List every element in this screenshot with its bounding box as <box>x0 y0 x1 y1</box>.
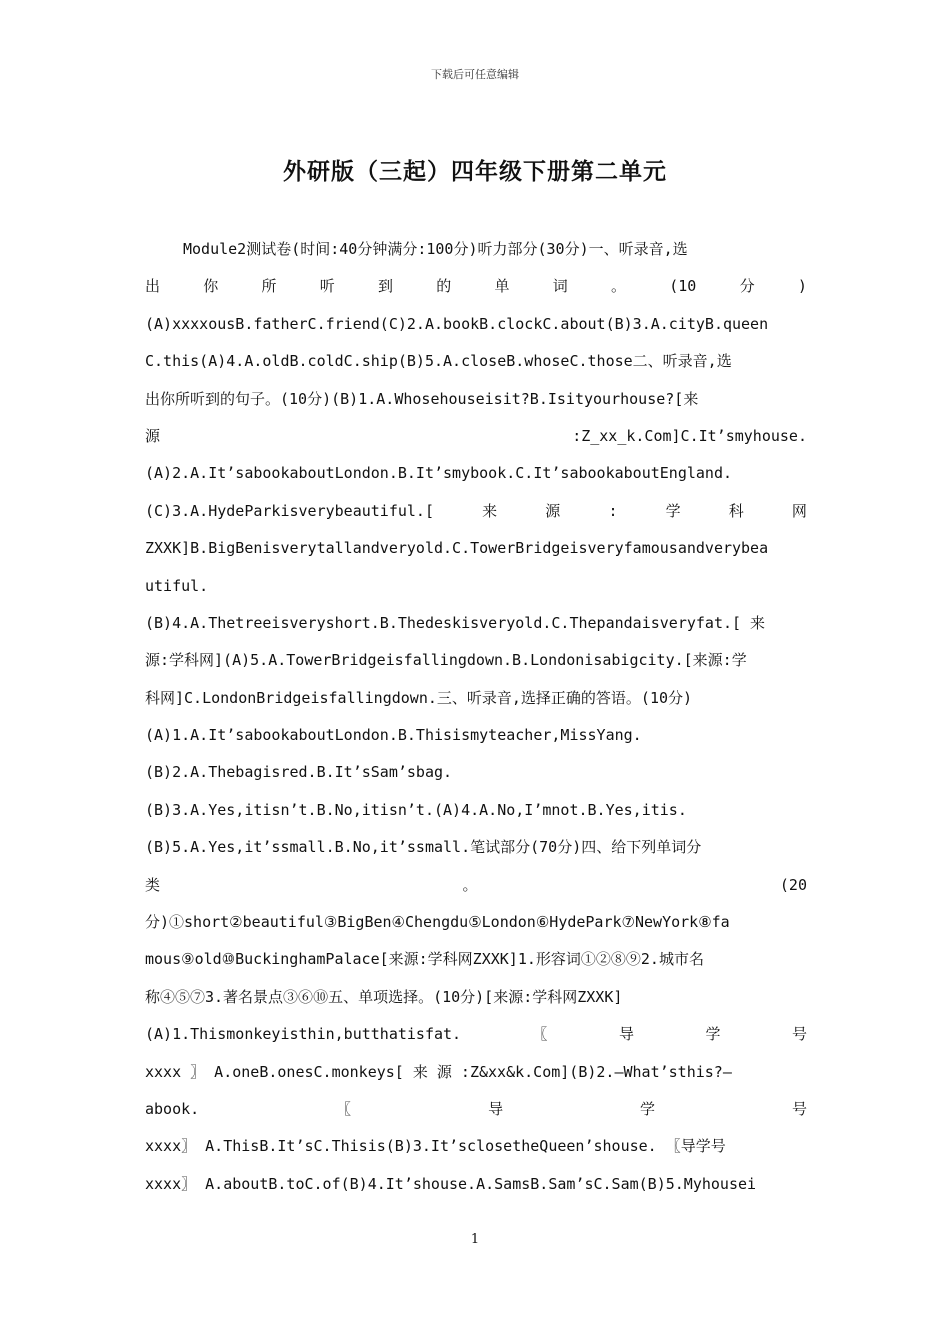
body-line: (B)5.A.Yes,it’ssmall.B.No,it’ssmall.笔试部分(70分)四、给下列单词分 <box>145 838 702 857</box>
body-line-segment: 的 <box>436 277 452 296</box>
body-line-segment: 科 <box>728 501 744 520</box>
body-line-segment: 听 <box>319 277 335 296</box>
body-line: (B)3.A.Yes,itisn’t.B.No,itisn’t.(A)4.A.No,I’mnot.B.Yes,itis. <box>145 800 687 819</box>
body-line-segment: 号 <box>791 1025 807 1044</box>
body-line: Module2测试卷(时间:40分钟满分:100分)听力部分(30分)一、听录音,选 <box>183 240 688 258</box>
body-line-segment: 到 <box>378 277 394 296</box>
body-line <box>145 871 807 908</box>
body-line-segment: 你 <box>203 277 219 296</box>
body-line-segment: 〖 <box>336 1099 352 1118</box>
body-line-segment: 学 <box>665 501 681 520</box>
body-line-segment: (C)3.A.HydeParkisverybeautiful.[ <box>145 501 434 520</box>
page-number: 1 <box>470 1232 480 1247</box>
body-line-segment: ) <box>797 277 807 296</box>
body-line: 出你所听到的句子。(10分)(B)1.A.Whosehouseisit?B.Isityourhouse?[来 <box>145 389 699 408</box>
body-line-segment: abook. <box>145 1099 200 1118</box>
body-line: 称④⑤⑦3.著名景点③⑥⑩五、单项选择。(10分)[来源:学科网ZXXK] <box>145 987 623 1006</box>
body-line-segment: 所 <box>261 277 277 296</box>
body-line: utiful. <box>145 576 209 595</box>
body-line-segment: 分 <box>739 277 755 296</box>
body-line-segment: 导 <box>488 1099 504 1118</box>
body-line-segment: 网 <box>791 501 807 520</box>
body-line: (A)1.A.It’sabookaboutLondon.B.Thisismyteacher,MissYang. <box>145 726 642 745</box>
body-line-segment: 〖 <box>532 1025 548 1044</box>
body-line <box>145 272 807 309</box>
body-line: xxxx〗 A.aboutB.toC.of(B)4.It’shouse.A.SamsB.Sam’sC.Sam(B)5.Myhousei <box>145 1174 757 1193</box>
body-line-segment: 类 <box>145 875 161 894</box>
body-line-segment: 词 <box>552 277 568 296</box>
body-line <box>145 422 807 459</box>
body-line <box>145 1020 807 1057</box>
body-line: (A)xxxxousB.fatherC.friend(C)2.A.bookB.clockC.about(B)3.A.cityB.queen <box>145 314 769 333</box>
body-line: 科网]C.LondonBridgeisfallingdown.三、听录音,选择正确的答语。(10分) <box>145 688 693 707</box>
body-line-segment: (20 <box>779 875 807 894</box>
body-line: (B)2.A.Thebagisred.B.It’sSam’sbag. <box>145 763 453 782</box>
page-header-note: 下载后可任意编辑 <box>431 68 519 81</box>
body-line <box>145 497 807 534</box>
body-line-segment: 单 <box>494 277 510 296</box>
body-line: (B)4.A.Thetreeisveryshort.B.Thedeskisveryold.C.Thepandaisveryfat.[ 来 <box>145 613 766 632</box>
body-line: xxxx〗 A.ThisB.It’sC.Thisis(B)3.It’sclosetheQueen’shouse. 〖导学号 <box>145 1137 726 1156</box>
body-line: xxxx 〗 A.oneB.onesC.monkeys[ 来 源 :Z&xx&k.Com](B)2.—What’sthis?— <box>145 1062 732 1081</box>
body-line-segment: 导 <box>619 1025 635 1044</box>
body-line-segment: 号 <box>791 1099 807 1118</box>
body-line: (A)2.A.It’sabookaboutLondon.B.It’smybook.C.It’sabookaboutEngland. <box>145 464 732 483</box>
body-line-segment: (A)1.Thismonkeyisthin,butthatisfat. <box>145 1025 462 1044</box>
body-line-segment: 学 <box>705 1025 721 1044</box>
body-line: mous⑨old⑩BuckinghamPalace[来源:学科网ZXXK]1.形容词①②⑧⑨2.城市名 <box>145 950 704 969</box>
document-title: 外研版（三起）四年级下册第二单元 <box>283 159 667 185</box>
body-line-segment: 学 <box>640 1099 656 1118</box>
body-line-segment: 出 <box>145 277 161 296</box>
body-line: C.this(A)4.A.oldB.coldC.ship(B)5.A.closeB.whoseC.those二、听录音,选 <box>145 352 732 371</box>
body-line-segment: 。 <box>462 875 478 894</box>
body-line: 源:学科网](A)5.A.TowerBridgeisfallingdown.B.Londonisabigcity.[来源:学 <box>145 651 747 670</box>
body-line: ZXXK]B.BigBenisverytallandveryold.C.TowerBridgeisveryfamousandverybea <box>145 539 769 558</box>
document-body <box>145 235 807 1207</box>
body-line-segment: (10 <box>669 277 697 296</box>
body-line-segment: 源 <box>145 426 161 445</box>
body-line-segment: 来 <box>482 501 498 520</box>
body-line-segment: : <box>608 501 618 520</box>
body-line: 分)①short②beautiful③BigBen④Chengdu⑤London⑥HydePark⑦NewYork⑧fa <box>145 913 730 932</box>
body-line-segment: 。 <box>611 277 627 296</box>
body-line <box>145 1095 807 1132</box>
body-line-segment: 源 <box>545 501 561 520</box>
body-line-segment: :Z_xx_k.Com]C.It’smyhouse. <box>572 426 807 445</box>
